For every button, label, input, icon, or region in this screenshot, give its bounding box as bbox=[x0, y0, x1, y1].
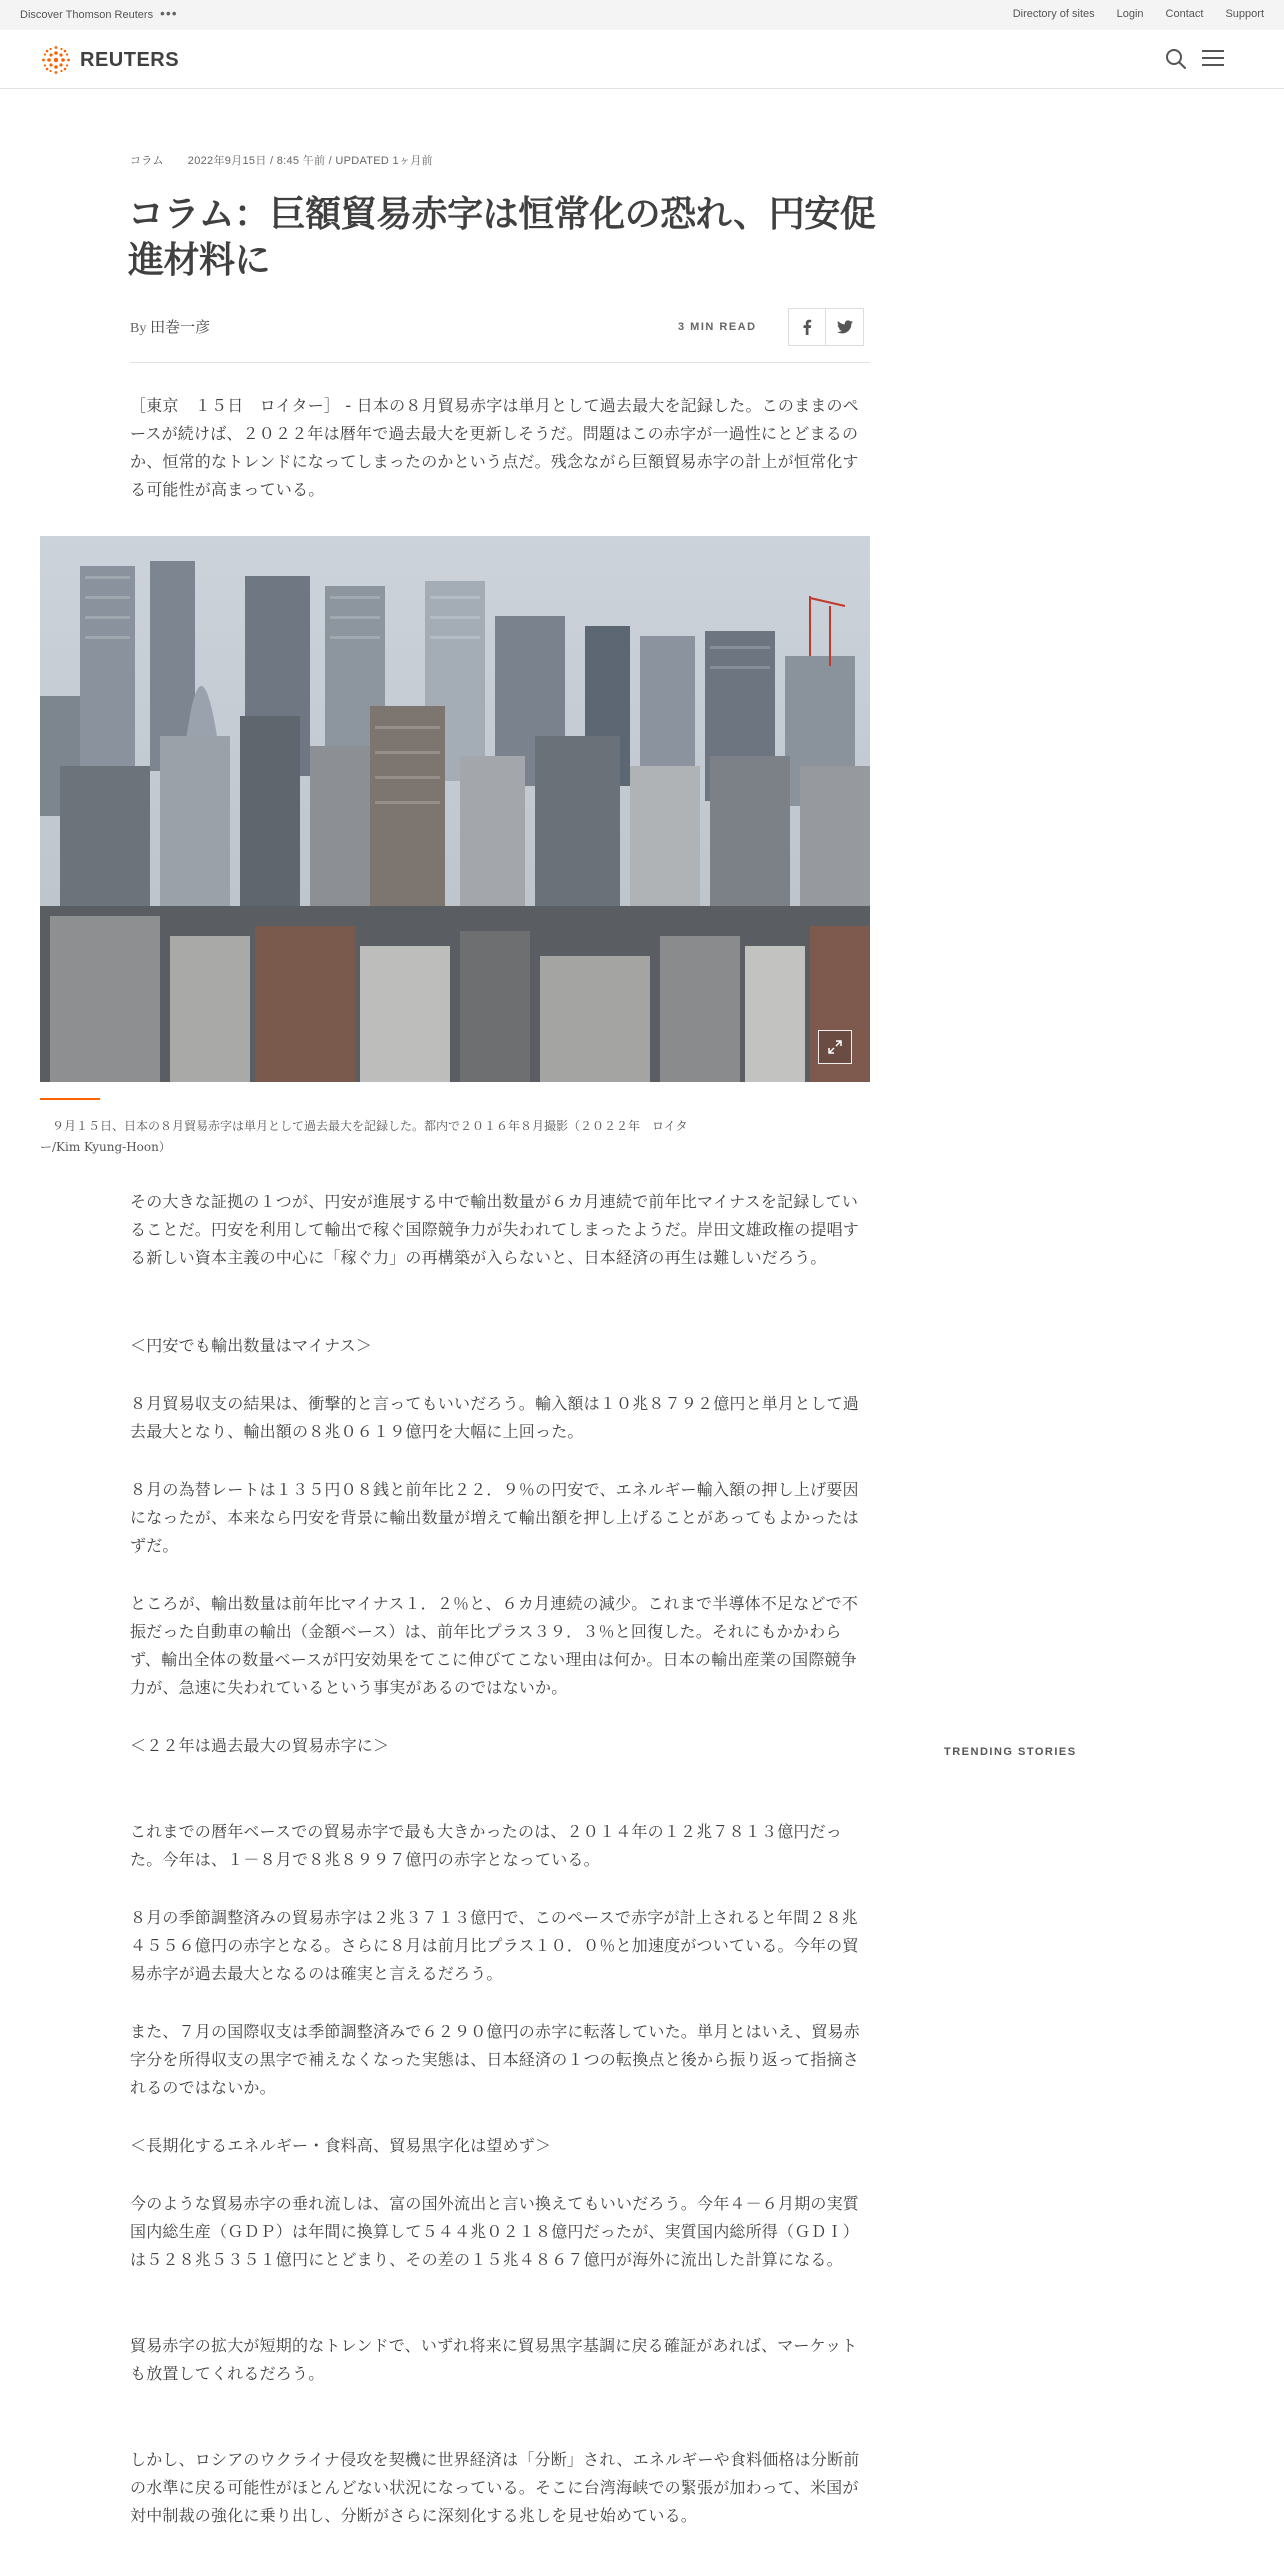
header-divider bbox=[130, 362, 870, 363]
facebook-share-button[interactable] bbox=[788, 308, 826, 346]
body-paragraph: ところが、輸出数量は前年比マイナス１．２％と、６カ月連続の減少。これまで半導体不足などで不振だった自動車の輸出（金額ベース）は、前年比プラス３９．３％と回復した。それにもかかわらず、輸出全体の数量ベースが円安効果をてこに伸びてこない理由は何か。日本の輸出産業の国際競争力が、急速に失われているという事実があるのではないか。 bbox=[130, 1594, 859, 1697]
twitter-share-button[interactable] bbox=[826, 308, 864, 346]
search-icon[interactable] bbox=[1164, 47, 1188, 71]
category-label[interactable]: コラム bbox=[130, 155, 164, 167]
twitter-icon bbox=[837, 320, 853, 334]
body-paragraph: これまでの暦年ベースでの貿易赤字で最も大きかったのは、２０１４年の１２兆７８１３億円だった。今年は、１－８月で８兆８９９７億円の赤字となっている。 bbox=[130, 1822, 843, 1869]
read-time: 3 MIN READ bbox=[678, 321, 757, 333]
support-link[interactable]: Support bbox=[1225, 8, 1264, 20]
utility-links bbox=[1013, 8, 1264, 20]
body-paragraph: ８月の季節調整済みの貿易赤字は２兆３７１３億円で、このペースで赤字が計上されると年間２８兆４５５６億円の赤字となる。さらに８月は前月比プラス１０．０％と加速度がついている。今年の貿易赤字が過去最大となるのは確実と言えるだろう。 bbox=[130, 1908, 859, 1983]
login-link[interactable]: Login bbox=[1116, 8, 1144, 20]
directory-link[interactable]: Directory of sites bbox=[1012, 8, 1095, 20]
photo-caption: ９月１５日、日本の８月貿易赤字は単月として過去最大を記録した。都内で２０１６年８月撮影（２０２２年 ロイター/Kim Kyung-Hoon） bbox=[40, 1119, 688, 1154]
section-heading: ＜長期化するエネルギー・食料高、貿易黒字化は望めず＞ bbox=[130, 2136, 552, 2155]
facebook-icon bbox=[802, 319, 812, 335]
body-paragraph: しかし、ロシアのウクライナ侵攻を契機に世界経済は「分断」され、エネルギーや食料価格は分断前の水準に戻る可能性がほとんどない状況になっている。そこに台湾海峡での緊張が加わって、米国が対中制裁の強化に乗り出し、分断がさらに深刻化する兆しを見せ始めている。 bbox=[130, 2450, 860, 2525]
share-buttons bbox=[788, 308, 864, 346]
body-paragraph: また、７月の国際収支は季節調整済みで６２９０億円の赤字に転落していた。単月とはいえ、貿易赤字分を所得収支の黒字で補えなくなった実態は、日本経済の１つの転換点と後から振り返って指摘されるのではないか。 bbox=[130, 2022, 860, 2097]
body-paragraph: ８月の為替レートは１３５円０８銭と前年比２２．９％の円安で、エネルギー輸入額の押し上げ要因になったが、本来なら円安を背景に輸出数量が増えて輸出額を押し上げることがあってもよかったはずだ。 bbox=[130, 1480, 859, 1555]
author-link[interactable]: 田巻一彦 bbox=[150, 318, 211, 336]
byline-prefix: By bbox=[130, 321, 147, 336]
reuters-logo[interactable] bbox=[40, 44, 179, 76]
menu-icon[interactable] bbox=[1202, 48, 1224, 68]
publish-date: 2022年9月15日 / 8:45 午前 / UPDATED 1ヶ月前 bbox=[187, 155, 433, 167]
more-icon[interactable]: ••• bbox=[160, 5, 178, 21]
utility-bar bbox=[0, 0, 1284, 31]
body-paragraph: ８月貿易収支の結果は、衝撃的と言ってもいいだろう。輸入額は１０兆８７９２億円と単月として過去最大となり、輸出額の８兆０６１９億円を大幅に上回った。 bbox=[130, 1394, 860, 1441]
section-heading: ＜円安でも輸出数量はマイナス＞ bbox=[130, 1336, 373, 1355]
expand-icon[interactable] bbox=[818, 1030, 852, 1064]
discover-link[interactable]: Discover Thomson Reuters bbox=[20, 9, 154, 21]
reuters-logo-icon bbox=[40, 44, 72, 76]
contact-link[interactable]: Contact bbox=[1165, 8, 1204, 20]
lead-paragraph: ［東京 １５日 ロイター］ - 日本の８月貿易赤字は単月として過去最大を記録した。このままのペースが続けば、２０２２年は暦年で過去最大を更新しそうだ。問題はこの赤字が一過性にとどまるのか、恒常的なトレンドになってしまったのかという点だ。残念ながら巨額貿易赤字の計上が恒常化する可能性が高まっている。 bbox=[130, 396, 859, 499]
body-paragraph: 貿易赤字の拡大が短期的なトレンドで、いずれ将来に貿易黒字基調に戻る確証があれば、マーケットも放置してくれるだろう。 bbox=[130, 2336, 858, 2383]
body-paragraph: その大きな証拠の１つが、円安が進展する中で輸出数量が６カ月連続で前年比マイナスを記録していることだ。円安を利用して輸出で稼ぐ国際競争力が失われてしまったようだ。岸田文雄政権の提唱する新しい資本主義の中心に「稼ぐ力」の再構築が入らないと、日本経済の再生は難しいだろう。 bbox=[130, 1192, 860, 1267]
article-photo[interactable] bbox=[40, 536, 870, 1082]
section-heading: ＜２２年は過去最大の貿易赤字に＞ bbox=[130, 1736, 390, 1755]
city-skyline-image bbox=[40, 536, 870, 1082]
article-title: コラム：巨額貿易赤字は恒常化の恐れ、円安促進材料に bbox=[128, 194, 876, 281]
logo-wordmark: REUTERS bbox=[80, 48, 180, 71]
byline bbox=[130, 316, 210, 337]
site-header bbox=[0, 30, 1284, 89]
article-meta bbox=[130, 152, 433, 168]
trending-stories-heading: TRENDING STORIES bbox=[944, 1746, 1077, 1758]
caption-accent-rule bbox=[40, 1098, 100, 1100]
body-paragraph: 今のような貿易赤字の垂れ流しは、富の国外流出と言い換えてもいいだろう。今年４－６月期の実質国内総生産（ＧＤＰ）は年間に換算して５４４兆０２１８億円だったが、実質国内総所得（ＧＤＩ）は５２８兆５３５１億円にとどまり、その差の１５兆４８６７億円が海外に流出した計算になる。 bbox=[130, 2194, 860, 2269]
